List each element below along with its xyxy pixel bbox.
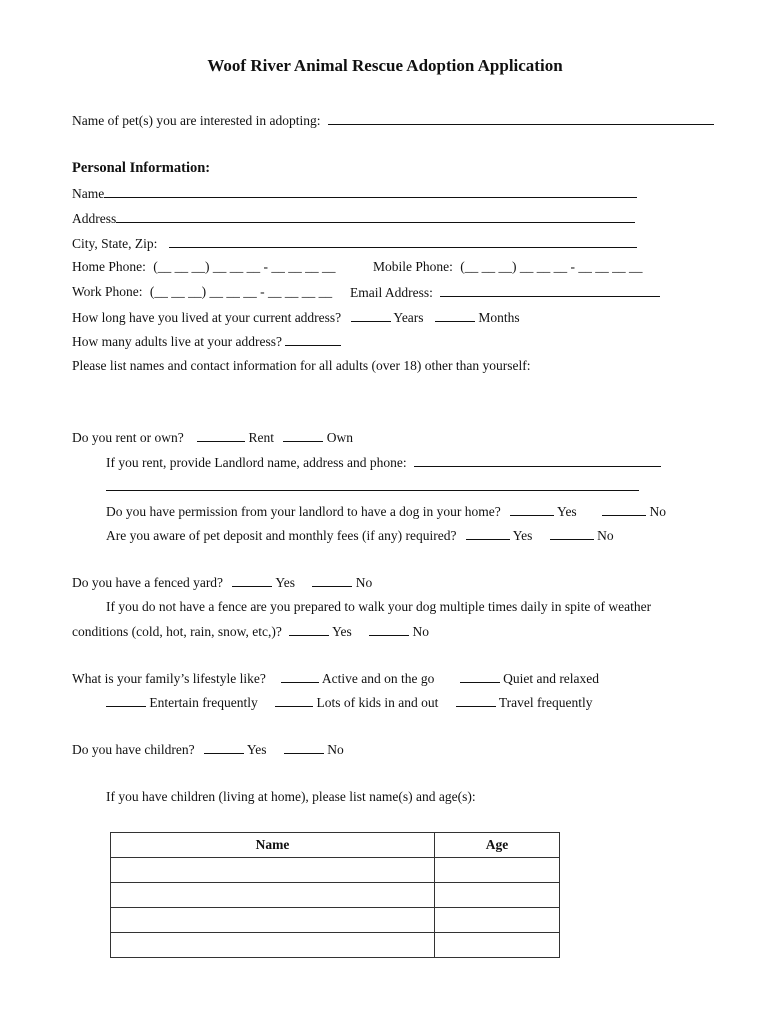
- children-list-label: If you have children (living at home), please list name(s) and age(s):: [106, 789, 476, 804]
- child-age-cell[interactable]: [435, 933, 560, 958]
- child-age-cell[interactable]: [435, 858, 560, 883]
- lifestyle-label: What is your family’s lifestyle like?: [72, 671, 266, 686]
- pet-interest-label: Name of pet(s) you are interested in adopting:: [72, 113, 321, 128]
- permission-no-label: No: [649, 504, 666, 519]
- name-row: [72, 185, 637, 202]
- lifestyle-opt3-field[interactable]: [106, 694, 146, 707]
- child-name-cell[interactable]: [111, 883, 435, 908]
- how-many-row: [72, 333, 341, 350]
- fenced-no-label: No: [355, 575, 373, 590]
- home-phone-row: [72, 259, 336, 275]
- fenced-yes-label: Yes: [275, 575, 295, 590]
- own-field[interactable]: [283, 429, 323, 442]
- lifestyle-opt1-field[interactable]: [281, 670, 319, 683]
- city-field[interactable]: [169, 235, 637, 248]
- lifestyle-opt5-label: Travel frequently: [498, 695, 593, 710]
- fenced-no-field[interactable]: [312, 574, 352, 587]
- list-adults-label: Please list names and contact information for all adults (over 18) other than yourself:: [72, 358, 531, 373]
- work-phone-field[interactable]: (__ __ __) __ __ __ - __ __ __ __: [149, 284, 333, 299]
- lifestyle-row-2: [106, 694, 592, 711]
- col-name-header: Name: [111, 833, 435, 858]
- pet-interest-row: [72, 112, 714, 129]
- lifestyle-row: [72, 670, 599, 687]
- pet-interest-field[interactable]: [328, 112, 714, 125]
- email-field[interactable]: [440, 284, 660, 297]
- walk-yes-label: Yes: [332, 624, 352, 639]
- email-label: Email Address:: [350, 285, 433, 300]
- lifestyle-opt3-label: Entertain frequently: [149, 695, 258, 710]
- work-phone-row: [72, 284, 332, 300]
- lifestyle-opt4-label: Lots of kids in and out: [316, 695, 439, 710]
- walk-label-2: conditions (cold, hot, rain, snow, etc,)?: [72, 624, 282, 639]
- children-yes-label: Yes: [246, 742, 267, 757]
- deposit-no-label: No: [597, 528, 614, 543]
- fenced-label: Do you have a fenced yard?: [72, 575, 224, 590]
- address-field[interactable]: [116, 210, 635, 223]
- fenced-row: [72, 574, 372, 591]
- rent-own-label: Do you rent or own?: [72, 430, 184, 445]
- how-long-label: How long have you lived at your current address?: [72, 310, 342, 325]
- children-table: [110, 832, 560, 958]
- rent-own-row: [72, 429, 353, 446]
- how-long-row: [72, 309, 520, 326]
- landlord-row-2: [106, 478, 639, 495]
- months-label: Months: [478, 310, 520, 325]
- table-row: [111, 933, 560, 958]
- address-row: [72, 210, 635, 227]
- months-field[interactable]: [435, 309, 475, 322]
- fenced-yes-field[interactable]: [232, 574, 272, 587]
- landlord-field[interactable]: [414, 454, 661, 467]
- table-row: [111, 908, 560, 933]
- table-row: [111, 858, 560, 883]
- walk-label-1: If you do not have a fence are you prepared to walk your dog multiple times daily in spite of weather: [106, 599, 652, 614]
- child-name-cell[interactable]: [111, 908, 435, 933]
- deposit-no-field[interactable]: [550, 527, 594, 540]
- table-row: [111, 883, 560, 908]
- lifestyle-opt4-field[interactable]: [275, 694, 313, 707]
- children-no-field[interactable]: [284, 741, 324, 754]
- children-yes-field[interactable]: [204, 741, 244, 754]
- home-phone-label: Home Phone:: [72, 259, 146, 274]
- children-label: Do you have children?: [72, 742, 195, 757]
- mobile-phone-label: Mobile Phone:: [373, 259, 453, 274]
- child-age-cell[interactable]: [435, 883, 560, 908]
- own-label: Own: [326, 430, 353, 445]
- col-age-header: Age: [435, 833, 560, 858]
- work-phone-label: Work Phone:: [72, 284, 143, 299]
- landlord-row: [106, 454, 661, 471]
- permission-no-field[interactable]: [602, 503, 646, 516]
- deposit-yes-field[interactable]: [466, 527, 510, 540]
- personal-info-heading: Personal Information:: [72, 160, 211, 176]
- walk-no-field[interactable]: [369, 623, 409, 636]
- children-row: [72, 741, 344, 758]
- home-phone-field[interactable]: (__ __ __) __ __ __ - __ __ __ __: [153, 259, 336, 274]
- name-label: Name: [72, 186, 105, 201]
- deposit-row: [106, 527, 614, 544]
- walk-yes-field[interactable]: [289, 623, 329, 636]
- landlord-field-2[interactable]: [106, 478, 639, 491]
- lifestyle-opt5-field[interactable]: [456, 694, 496, 707]
- address-label: Address: [72, 211, 117, 226]
- child-age-cell[interactable]: [435, 908, 560, 933]
- email-row: [350, 284, 660, 301]
- city-row: [72, 235, 637, 252]
- child-name-cell[interactable]: [111, 858, 435, 883]
- walk-no-label: No: [412, 624, 429, 639]
- form-title: Woof River Animal Rescue Adoption Application: [207, 56, 563, 75]
- children-table-header: [111, 833, 560, 858]
- deposit-label: Are you aware of pet deposit and monthly fees (if any) required?: [106, 528, 457, 543]
- permission-label: Do you have permission from your landlord to have a dog in your home?: [106, 504, 501, 519]
- years-field[interactable]: [351, 309, 391, 322]
- walk-row: [72, 623, 429, 640]
- rent-field[interactable]: [197, 429, 245, 442]
- name-field[interactable]: [104, 185, 637, 198]
- mobile-phone-row: [373, 259, 643, 275]
- permission-yes-field[interactable]: [510, 503, 554, 516]
- how-many-field[interactable]: [285, 333, 341, 346]
- permission-yes-label: Yes: [557, 504, 577, 519]
- children-no-label: No: [327, 742, 344, 757]
- lifestyle-opt2-field[interactable]: [460, 670, 500, 683]
- rent-label: Rent: [248, 430, 274, 445]
- how-many-label: How many adults live at your address?: [72, 334, 282, 349]
- permission-row: [106, 503, 666, 520]
- lifestyle-opt1-label: Active and on the go: [321, 671, 435, 686]
- deposit-yes-label: Yes: [512, 528, 533, 543]
- child-name-cell[interactable]: [111, 933, 435, 958]
- landlord-label: If you rent, provide Landlord name, address and phone:: [106, 455, 407, 470]
- mobile-phone-field[interactable]: (__ __ __) __ __ __ - __ __ __ __: [460, 259, 643, 274]
- lifestyle-opt2-label: Quiet and relaxed: [503, 671, 600, 686]
- years-label: Years: [393, 310, 424, 325]
- city-label: City, State, Zip:: [72, 236, 158, 251]
